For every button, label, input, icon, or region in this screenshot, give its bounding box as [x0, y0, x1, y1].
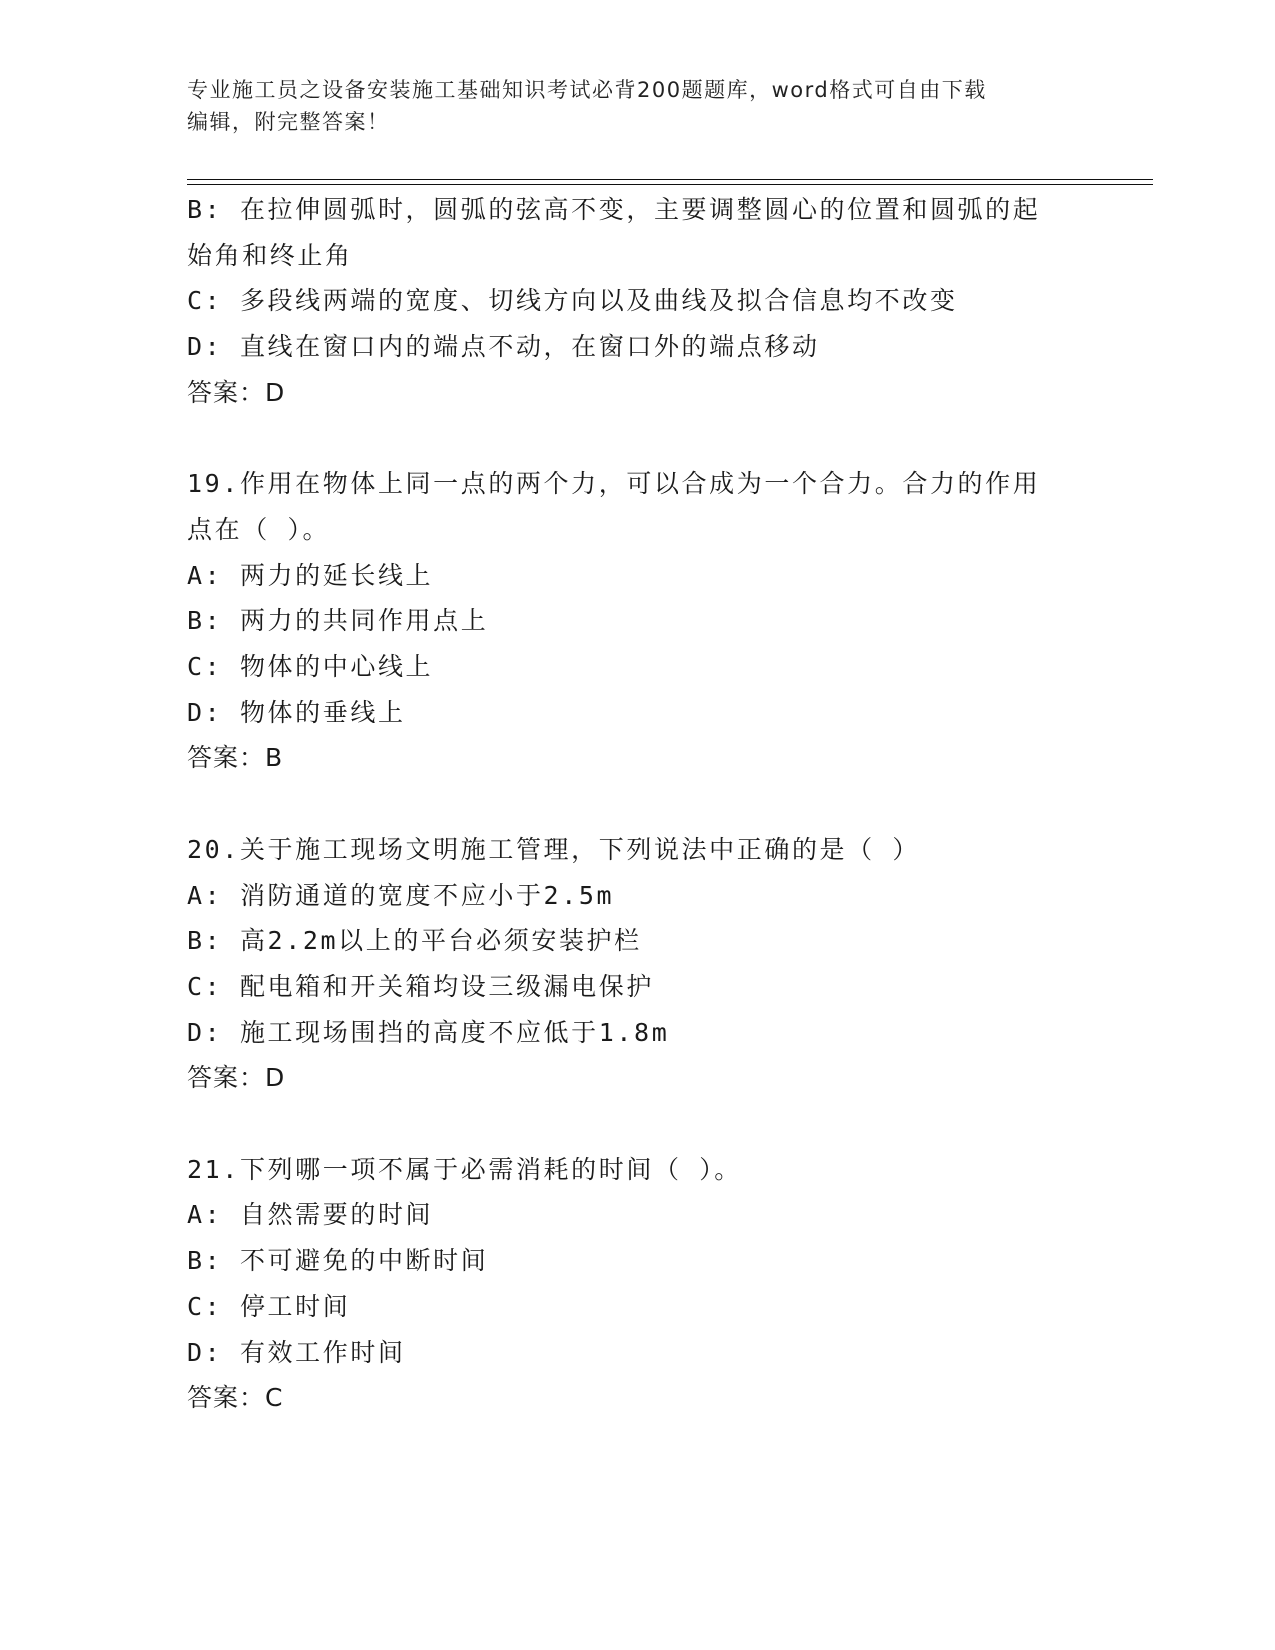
answer: 答案：D [187, 1063, 286, 1093]
answer: 答案：C [187, 1383, 284, 1413]
question-18-continued [187, 187, 1087, 416]
answer: 答案：D [187, 377, 286, 407]
option-b-line2: 始角和终止角 [187, 240, 353, 270]
option-b: B: 高2.2m以上的平台必须安装护栏 [187, 926, 642, 956]
header-title-line1: 专业施工员之设备安装施工基础知识考试必背200题题库，word格式可自由下载 [187, 78, 987, 102]
option-b-line1: B: 在拉伸圆弧时，圆弧的弦高不变，主要调整圆心的位置和圆弧的起 [187, 195, 1041, 224]
option-a: A: 消防通道的宽度不应小于2.5m [187, 880, 615, 910]
question-20 [187, 827, 1087, 1101]
option-a: A: 自然需要的时间 [187, 1200, 434, 1230]
option-b: B: 两力的共同作用点上 [187, 606, 489, 636]
spacer [187, 1101, 1087, 1147]
header-divider-top [187, 179, 1153, 180]
option-c: C: 配电箱和开关箱均设三级漏电保护 [187, 971, 654, 1001]
option-c: C: 多段线两端的宽度、切线方向以及曲线及拟合信息均不改变 [187, 286, 958, 316]
document-body [187, 187, 1087, 1421]
option-d: D: 施工现场围挡的高度不应低于1.8m [187, 1017, 670, 1047]
spacer [187, 781, 1087, 827]
option-c: C: 物体的中心线上 [187, 652, 434, 682]
question-stem-line1: 20.关于施工现场文明施工管理，下列说法中正确的是（ ） [187, 834, 921, 864]
option-d: D: 直线在窗口内的端点不动，在窗口外的端点移动 [187, 332, 820, 362]
answer: 答案：B [187, 743, 284, 773]
option-d: D: 物体的垂线上 [187, 697, 406, 727]
option-d: D: 有效工作时间 [187, 1337, 406, 1367]
question-stem-line2: 点在（ ）。 [187, 514, 331, 544]
header-title-line2: 编辑，附完整答案！ [187, 110, 390, 134]
question-19 [187, 461, 1087, 781]
question-stem-line1: 19.作用在物体上同一点的两个力，可以合成为一个合力。合力的作用 [187, 469, 1041, 499]
spacer [187, 416, 1087, 462]
option-b: B: 不可避免的中断时间 [187, 1246, 489, 1276]
question-21 [187, 1147, 1087, 1421]
option-a: A: 两力的延长线上 [187, 560, 434, 590]
header-divider-bottom [187, 184, 1153, 185]
option-c: C: 停工时间 [187, 1291, 351, 1321]
document-header [187, 74, 1087, 138]
question-stem-line1: 21.下列哪一项不属于必需消耗的时间（ ）。 [187, 1154, 742, 1184]
